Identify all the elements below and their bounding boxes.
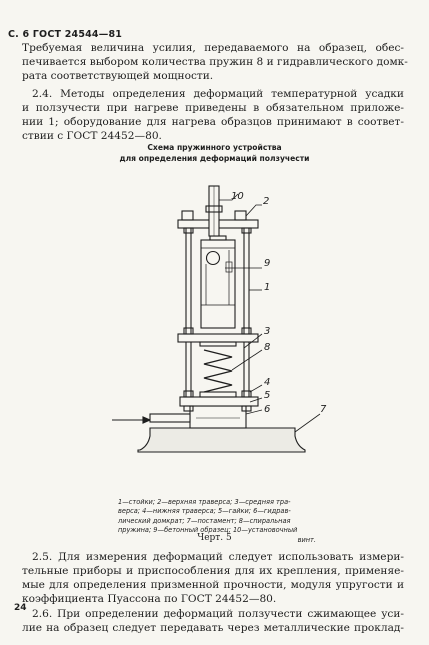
callout-5: 5 [264, 390, 271, 401]
callout-6: 6 [264, 404, 271, 415]
text-line: рата соответствующей мощности. [22, 70, 214, 82]
text-line: печивается выбором количества пружин 8 и гидравлического домк- [22, 56, 408, 68]
section-2-6-paragraph [22, 607, 404, 635]
legend-line: пружина; 9—бетонный образец; 10—установочный [118, 526, 298, 535]
callout-1: 1 [264, 282, 271, 293]
pedestal [138, 428, 305, 452]
callout-10: 10 [231, 191, 244, 202]
middle-crosshead [178, 328, 258, 346]
text-line: коэффициента Пуассона по ГОСТ 24452—80. [22, 593, 277, 605]
text-line: и ползучести при нагреве приведены в обязательном приложе- [22, 102, 404, 114]
text-line: 2.5. Для измерения деформаций следует использовать измери- [32, 551, 404, 563]
text-line: лие на образец следует передавать через металлические проклад- [22, 622, 404, 634]
spiral-spring [200, 350, 236, 397]
legend-line: лический домкрат; 7—постамент; 8—спиральная [118, 516, 291, 525]
figure-title-line-2: для определения деформаций ползучести [119, 154, 310, 163]
callout-2: 2 [263, 196, 270, 207]
text-line: мые для определения призменной прочности, модуля упругости и [22, 579, 404, 591]
legend-line: винт. [297, 535, 316, 544]
hydraulic-jack [190, 406, 246, 428]
figure-caption: Черт. 5 [197, 533, 232, 543]
text-line: ствии с ГОСТ 24452—80. [22, 130, 162, 142]
callout-9: 9 [264, 258, 271, 269]
concrete-specimen [201, 236, 235, 328]
section-2-5-paragraph [22, 550, 404, 606]
text-line: тельные приборы и приспособления для их крепления, применяе- [22, 565, 404, 577]
text-line: Требуемая величина усилия, передаваемого на образец, обес- [22, 42, 404, 54]
figure-title-line-1: Схема пружинного устройства [147, 143, 282, 152]
text-line: 2.4. Методы определения деформаций температурной усадки [32, 88, 404, 100]
legend-line: 1—стойки; 2—верхняя траверса; 3—средняя тра- [118, 498, 291, 506]
text-line: 2.6. При определении деформаций ползучести сжимающее уси- [32, 608, 404, 620]
running-header: С. 6 ГОСТ 24544—81 [8, 29, 123, 40]
callout-7: 7 [320, 404, 327, 415]
callout-4: 4 [264, 377, 271, 388]
callout-3: 3 [264, 326, 271, 337]
text-line: нии 1; оборудование для нагрева образцов принимают в соответ- [22, 116, 404, 128]
callout-8: 8 [264, 342, 271, 353]
page-number: 24 [14, 603, 27, 613]
legend-line: верса; 4—нижняя траверса; 5—гайки; 6—гидрав- [118, 507, 291, 516]
pressure-arrow [112, 414, 190, 423]
